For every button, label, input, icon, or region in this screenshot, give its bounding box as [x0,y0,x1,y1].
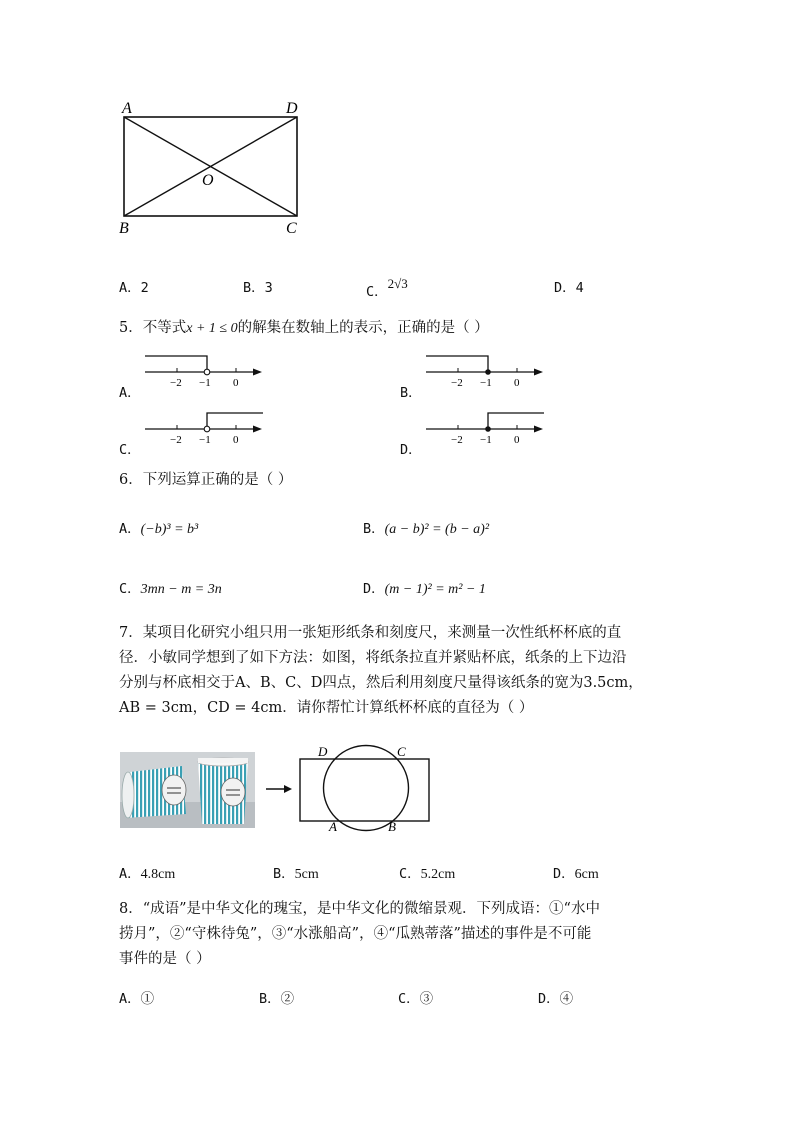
label-c: C [286,220,297,237]
q6-option-d: D．(m − 1)² = m² − 1 [363,581,486,597]
svg-text:−1: −1 [199,434,211,446]
arrow-right-icon [265,782,293,796]
q7-option-c: C．5.2cm [399,866,456,882]
label-d: D [286,100,298,117]
svg-text:0: 0 [514,434,520,446]
label-b: B [388,819,396,834]
svg-text:0: 0 [514,377,520,389]
label-a: A [329,819,337,834]
svg-text:0: 0 [233,377,239,389]
q8-stem: 8．“成语”是中华文化的瑰宝，是中华文化的微缩景观．下列成语：①“水中 捞月”，②“守株待兔”，③“水涨船高”，④“瓜熟蒂落”描述的事件是不可能 事件的是（ ） [119,901,600,967]
svg-text:0: 0 [233,434,239,446]
label-c: C [397,744,406,759]
q5-option-c-letter: C． [119,442,141,458]
q4-option-d: D．4 [554,280,584,296]
q5-number-line-a [140,352,265,392]
q5-number-line-b [421,352,546,392]
q4-option-c: C．2√3 [366,276,408,300]
circle-strip-figure [296,740,436,835]
q5-option-d-letter: D． [400,442,422,458]
q6-option-b: B．(a − b)² = (b − a)² [363,521,490,537]
label-b: B [119,220,129,237]
label-a: A [122,100,132,117]
q6-option-a: A．(−b)³ = b³ [119,521,199,537]
q6-stem: 6．下列运算正确的是（ ） [119,472,293,488]
rectangle-diagonals-figure [110,95,320,240]
svg-text:−1: −1 [480,377,492,389]
paper-strip [300,759,429,821]
svg-text:−2: −2 [451,434,463,446]
q7-stem: 7．某项目化研究小组只用一张矩形纸条和刻度尺，来测量一次性纸杯杯底的直 径．小敏同学想到了如下方法：如图，将纸条拉直并紧贴杯底，纸条的上下边沿 分别与杯底相交于A、B、C、D四点，然后利用刻度尺量得该纸条的宽为3.5cm， AB = 3cm，CD = 4cm．请你帮忙计算纸杯杯底的直径为（ ） [119,625,643,716]
q5-option-a-letter: A． [119,385,141,401]
paper-cup-photo [120,752,255,828]
q8-option-d: D．④ [538,991,574,1007]
q7-option-d: D．6cm [553,866,599,882]
label-d: D [318,744,328,759]
q5-number-line-c [140,409,265,449]
q8-option-c: C．③ [398,991,434,1007]
q8-option-b: B．② [259,991,295,1007]
q5-number-line-d [421,409,546,449]
label-o: O [202,172,214,189]
q5-option-b-letter: B． [400,385,422,401]
svg-text:−1: −1 [480,434,492,446]
q8-option-a: A．① [119,991,155,1007]
q6-option-c: C．3mn − m = 3n [119,581,222,597]
q4-option-b: B．3 [243,280,273,296]
svg-text:−1: −1 [199,377,211,389]
svg-text:−2: −2 [451,377,463,389]
q4-option-a: A．2 [119,280,149,296]
q7-option-a: A．4.8cm [119,866,176,882]
svg-text:−2: −2 [170,377,182,389]
q5-stem: 5．不等式x + 1 ≤ 0的解集在数轴上的表示，正确的是（ ） [119,320,489,336]
svg-text:−2: −2 [170,434,182,446]
q7-option-b: B．5cm [273,866,319,882]
cup-bottom-circle [324,746,409,831]
